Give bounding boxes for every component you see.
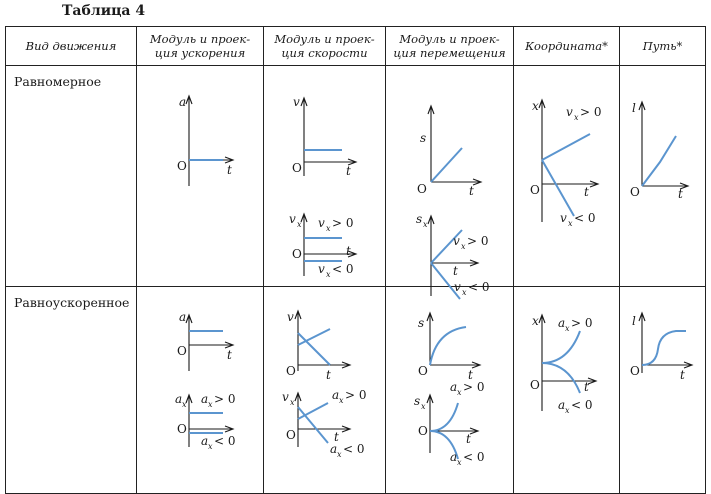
svg-text:l: l bbox=[632, 314, 636, 328]
svg-text:x: x bbox=[565, 324, 570, 333]
svg-text:> 0: > 0 bbox=[571, 316, 593, 330]
accelerated-coordinate-cell bbox=[514, 287, 620, 494]
uniform-coordinate-graph bbox=[514, 66, 620, 286]
svg-text:t: t bbox=[346, 244, 351, 258]
svg-text:O: O bbox=[177, 344, 187, 358]
svg-text:s: s bbox=[414, 394, 421, 408]
svg-text:O: O bbox=[286, 428, 296, 442]
svg-text:x: x bbox=[208, 442, 213, 451]
svg-text:> 0: > 0 bbox=[345, 388, 367, 402]
uniform-acceleration-graph bbox=[137, 66, 264, 286]
accelerated-velocity-cell bbox=[264, 287, 386, 494]
table-caption: Таблица 4 bbox=[62, 3, 146, 19]
svg-text:v: v bbox=[293, 95, 300, 109]
svg-text:t: t bbox=[678, 187, 683, 201]
svg-text:x: x bbox=[421, 402, 426, 411]
svg-text:x: x bbox=[337, 450, 342, 459]
svg-text:x: x bbox=[326, 270, 331, 279]
svg-text:< 0: < 0 bbox=[332, 262, 354, 276]
row-accelerated bbox=[6, 287, 706, 494]
svg-text:x: x bbox=[532, 314, 539, 328]
svg-text:< 0: < 0 bbox=[574, 211, 596, 225]
svg-text:< 0: < 0 bbox=[463, 450, 485, 464]
svg-text:x: x bbox=[326, 224, 331, 233]
uniform-label-cell bbox=[6, 66, 137, 287]
uniform-displacement-cell bbox=[386, 66, 514, 297]
svg-text:t: t bbox=[227, 163, 232, 177]
svg-text:x: x bbox=[290, 398, 295, 407]
svg-text:O: O bbox=[177, 422, 187, 436]
svg-text:O: O bbox=[177, 159, 187, 173]
svg-text:x: x bbox=[574, 113, 579, 122]
svg-text:t: t bbox=[326, 368, 331, 382]
header-path: Путь* bbox=[620, 27, 706, 66]
header-acceleration: Модуль и проек- ция ускорения bbox=[137, 27, 264, 66]
header-row bbox=[6, 27, 706, 66]
row-label-uniform: Равномерное bbox=[14, 74, 102, 89]
svg-text:< 0: < 0 bbox=[343, 442, 365, 456]
accelerated-acceleration-cell bbox=[137, 287, 264, 494]
svg-text:> 0: > 0 bbox=[214, 392, 236, 406]
svg-text:a: a bbox=[201, 434, 209, 448]
svg-text:O: O bbox=[630, 185, 640, 199]
svg-text:a: a bbox=[179, 95, 187, 109]
uniform-path-cell bbox=[620, 66, 706, 287]
svg-text:< 0: < 0 bbox=[571, 398, 593, 412]
svg-text:x: x bbox=[457, 388, 462, 397]
svg-text:x: x bbox=[461, 242, 466, 251]
svg-text:a: a bbox=[558, 316, 566, 330]
svg-text:O: O bbox=[417, 182, 427, 196]
svg-text:> 0: > 0 bbox=[463, 380, 485, 394]
svg-text:t: t bbox=[584, 380, 589, 394]
svg-text:t: t bbox=[346, 164, 351, 178]
uniform-path-graph bbox=[620, 66, 706, 286]
svg-text:a: a bbox=[179, 310, 187, 324]
uniform-velocity-cell bbox=[264, 66, 386, 287]
svg-text:x: x bbox=[423, 220, 428, 229]
svg-text:t: t bbox=[469, 184, 474, 198]
svg-text:O: O bbox=[418, 364, 428, 378]
accelerated-acceleration-graphs bbox=[137, 287, 264, 493]
svg-text:O: O bbox=[292, 247, 302, 261]
header-motion-type: Вид движения bbox=[6, 27, 137, 66]
accelerated-path-graph bbox=[620, 287, 706, 493]
svg-text:a: a bbox=[175, 392, 183, 406]
svg-text:< 0: < 0 bbox=[468, 280, 490, 294]
svg-text:O: O bbox=[530, 378, 540, 392]
svg-text:t: t bbox=[453, 264, 458, 278]
svg-text:v: v bbox=[289, 212, 296, 226]
svg-text:x: x bbox=[565, 406, 570, 415]
row-label-accelerated: Равноускоренное bbox=[14, 295, 130, 310]
svg-text:> 0: > 0 bbox=[580, 105, 602, 119]
svg-text:v: v bbox=[318, 262, 325, 276]
svg-text:v: v bbox=[560, 211, 567, 225]
accelerated-path-cell bbox=[620, 287, 706, 494]
svg-text:t: t bbox=[334, 430, 339, 444]
svg-text:t: t bbox=[227, 348, 232, 362]
svg-text:x: x bbox=[208, 400, 213, 409]
header-velocity: Модуль и проек- ция скорости bbox=[264, 27, 386, 66]
svg-text:v: v bbox=[287, 310, 294, 324]
accelerated-coordinate-graph bbox=[514, 287, 620, 493]
svg-text:O: O bbox=[530, 183, 540, 197]
svg-text:> 0: > 0 bbox=[467, 234, 489, 248]
header-displacement: Модуль и проек- ция перемещения bbox=[386, 27, 514, 66]
svg-text:O: O bbox=[630, 364, 640, 378]
svg-text:a: a bbox=[332, 388, 340, 402]
svg-text:v: v bbox=[454, 280, 461, 294]
row-uniform bbox=[6, 66, 706, 287]
svg-text:t: t bbox=[468, 368, 473, 382]
svg-text:O: O bbox=[286, 364, 296, 378]
svg-text:a: a bbox=[330, 442, 338, 456]
svg-text:v: v bbox=[453, 234, 460, 248]
svg-text:v: v bbox=[318, 216, 325, 230]
accelerated-displacement-graphs bbox=[386, 287, 514, 493]
accelerated-displacement-cell bbox=[386, 287, 514, 494]
svg-text:a: a bbox=[450, 450, 458, 464]
svg-text:s: s bbox=[416, 212, 423, 226]
svg-text:< 0: < 0 bbox=[214, 434, 236, 448]
accelerated-label-cell bbox=[6, 287, 137, 494]
svg-text:O: O bbox=[418, 424, 428, 438]
uniform-coordinate-cell bbox=[514, 66, 620, 287]
svg-text:s: s bbox=[418, 316, 425, 330]
svg-text:x: x bbox=[182, 400, 187, 409]
svg-text:a: a bbox=[558, 398, 566, 412]
svg-text:> 0: > 0 bbox=[332, 216, 354, 230]
header-coordinate: Координата* bbox=[514, 27, 620, 66]
svg-text:x: x bbox=[457, 458, 462, 467]
svg-text:x: x bbox=[339, 396, 344, 405]
svg-text:a: a bbox=[201, 392, 209, 406]
svg-text:x: x bbox=[568, 219, 573, 228]
svg-text:x: x bbox=[462, 288, 467, 297]
svg-text:a: a bbox=[450, 380, 458, 394]
svg-text:t: t bbox=[466, 432, 471, 446]
svg-text:x: x bbox=[297, 220, 302, 229]
accelerated-velocity-graphs bbox=[264, 287, 386, 493]
svg-text:t: t bbox=[584, 185, 589, 199]
svg-text:x: x bbox=[532, 99, 539, 113]
svg-text:l: l bbox=[632, 101, 636, 115]
svg-text:s: s bbox=[420, 131, 427, 145]
uniform-velocity-graphs bbox=[264, 66, 386, 286]
svg-text:v: v bbox=[282, 390, 289, 404]
svg-text:O: O bbox=[292, 161, 302, 175]
uniform-displacement-graphs bbox=[386, 66, 514, 297]
motion-table bbox=[5, 26, 706, 494]
svg-text:t: t bbox=[680, 368, 685, 382]
svg-text:v: v bbox=[566, 105, 573, 119]
uniform-acceleration-cell bbox=[137, 66, 264, 287]
